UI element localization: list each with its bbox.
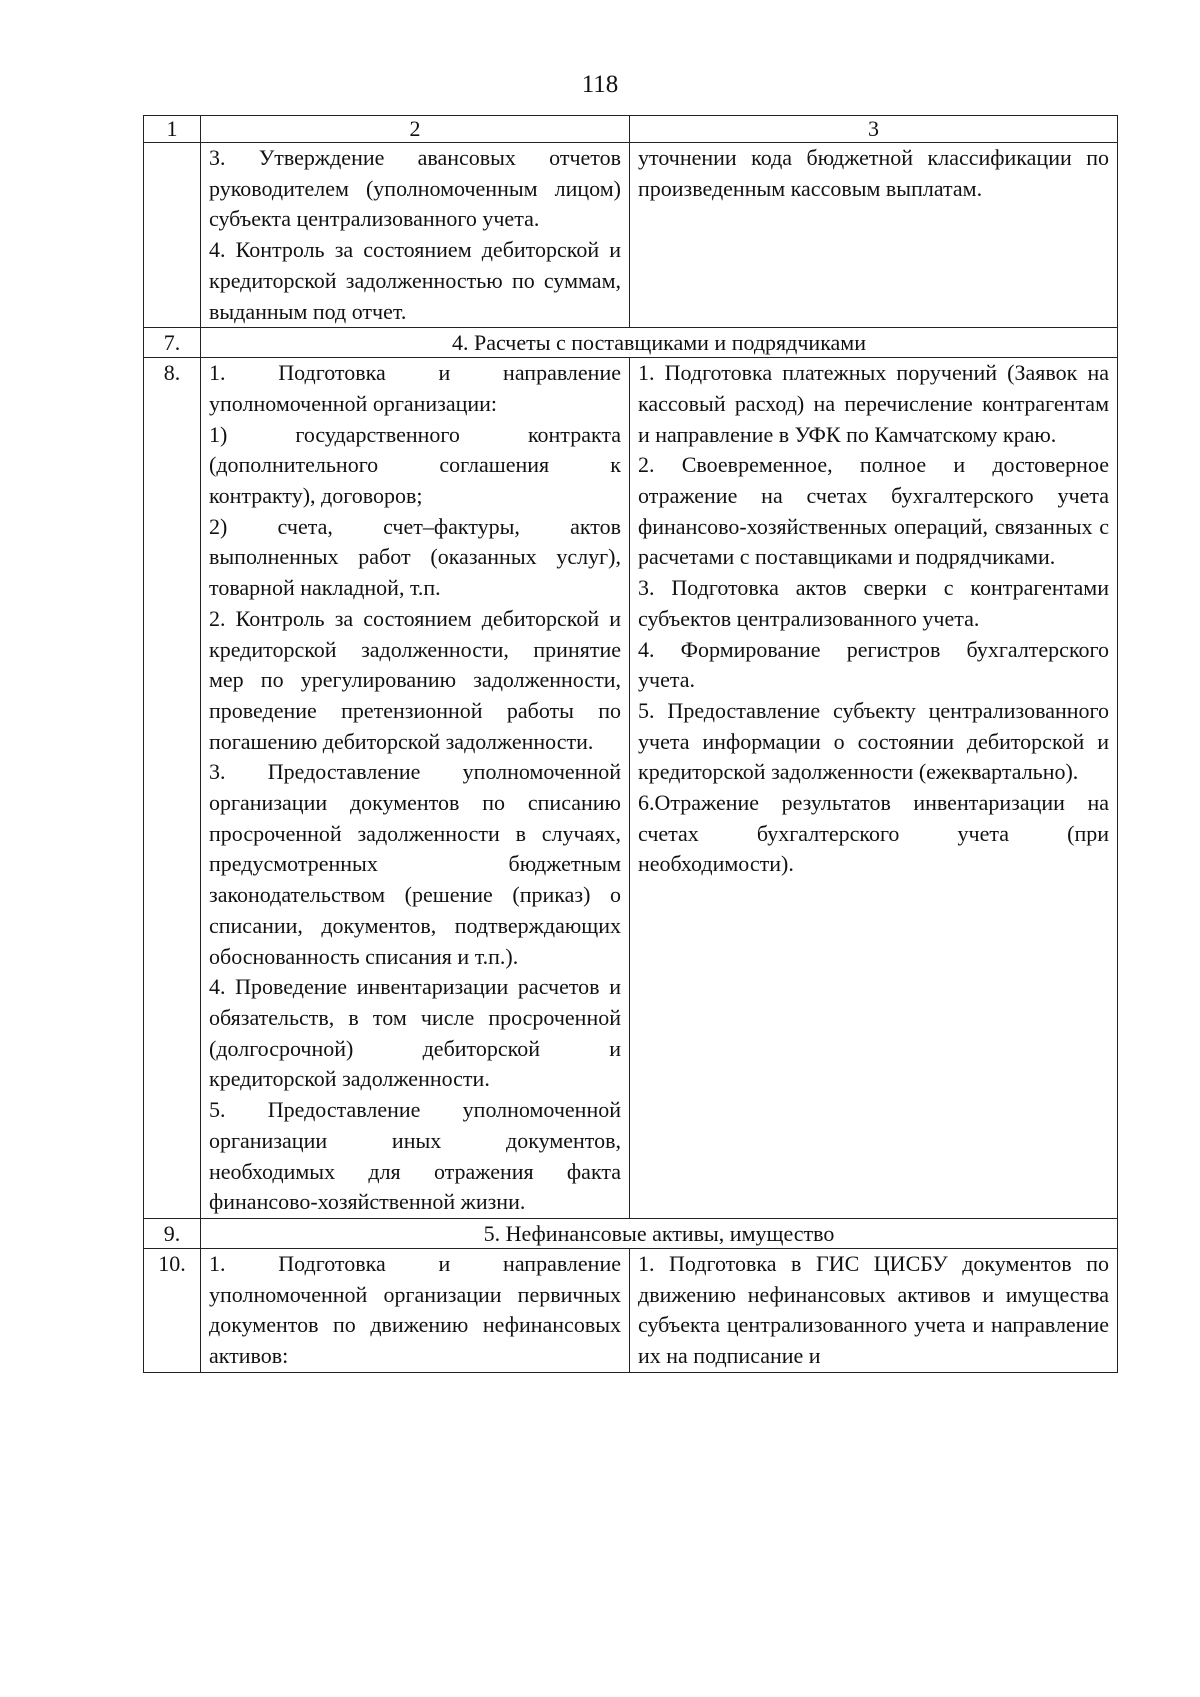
list-item: 2) счета, счет–фактуры, актов выполненных работ (оказанных услуг), товарной накладной, т.п. bbox=[209, 513, 621, 601]
row-number-cell: 7. bbox=[144, 328, 201, 358]
list-item: 3. Подготовка актов сверки с контрагентами субъектов централизованного учета. bbox=[638, 575, 1109, 631]
section-title: 5. Нефинансовые активы, имущество bbox=[201, 1218, 1118, 1248]
list-item: 2. Своевременное, полное и достоверное отражение на счетах бухгалтерского учета финансово-хозяйственных операций, связанных с расчетами с поставщиками и подрядчиками. bbox=[638, 452, 1109, 570]
center-duties-cell bbox=[630, 358, 1118, 1219]
list-item: 1. Подготовка и направление уполномоченной организации первичных документов по движению нефинансовых активов: bbox=[209, 1250, 621, 1369]
row-number-cell: 9. bbox=[144, 1218, 201, 1248]
header-cell: 2 bbox=[201, 116, 630, 143]
center-duties-cell bbox=[630, 1248, 1118, 1372]
responsibilities-table bbox=[143, 115, 1118, 1373]
list-item: 1. Подготовка и направление уполномоченной организации: bbox=[209, 360, 621, 416]
table-row-continuation bbox=[144, 143, 1118, 328]
table-header-row bbox=[144, 116, 1118, 143]
table-section-row bbox=[144, 1218, 1118, 1248]
list-item: 6.Отражение результатов инвентаризации на счетах бухгалтерского учета (при необходимости). bbox=[638, 790, 1109, 877]
header-cell: 3 bbox=[630, 116, 1118, 143]
org-duties-cell bbox=[201, 143, 630, 328]
row-number-cell: 8. bbox=[144, 358, 201, 1219]
list-item: 4. Формирование регистров бухгалтерского учета. bbox=[638, 636, 1109, 693]
list-item: 4. Проведение инвентаризации расчетов и обязательств, в том числе просроченной (долгосрочной) дебиторской и кредиторской задолженности. bbox=[209, 974, 621, 1092]
org-duties-cell bbox=[201, 1248, 630, 1372]
list-item: уточнении кода бюджетной классификации по произведенным кассовым выплатам. bbox=[638, 145, 1109, 201]
table-row bbox=[144, 358, 1118, 1219]
list-item: 5. Предоставление субъекту централизованного учета информации о состоянии дебиторской и кредиторской задолженности (ежеквартально). bbox=[638, 697, 1109, 785]
list-item: 3. Утверждение авансовых отчетов руководителем (уполномоченным лицом) субъекта централизованного учета. bbox=[209, 145, 621, 232]
row-number-cell bbox=[144, 143, 201, 328]
list-item: 3. Предоставление уполномоченной организации документов по списанию просроченной задолженности в случаях, предусмотренных бюджетным законодательством (решение (приказ) о списании, документов, подтверждающих обоснованность списания и т.п.). bbox=[209, 759, 621, 969]
list-item: 5. Предоставление уполномоченной организации иных документов, необходимых для отражения факта финансово-хозяйственной жизни. bbox=[209, 1097, 621, 1215]
table-section-row bbox=[144, 328, 1118, 358]
list-item: 1. Подготовка в ГИС ЦИСБУ документов по движению нефинансовых активов и имущества субъекта централизованного учета и направление их на подписание и bbox=[638, 1250, 1109, 1369]
page-number: 118 bbox=[581, 71, 619, 98]
list-item: 4. Контроль за состоянием дебиторской и кредиторской задолженностью по суммам, выданным под отчет. bbox=[209, 237, 621, 324]
row-number-cell: 10. bbox=[144, 1248, 201, 1372]
section-title: 4. Расчеты с поставщиками и подрядчиками bbox=[201, 328, 1118, 358]
center-duties-cell bbox=[630, 143, 1118, 328]
table-row bbox=[144, 1248, 1118, 1372]
header-cell: 1 bbox=[144, 116, 201, 143]
list-item: 1. Подготовка платежных поручений (Заявок на кассовый расход) на перечисление контрагентам и направление в УФК по Камчатскому краю. bbox=[638, 360, 1109, 447]
org-duties-cell bbox=[201, 358, 630, 1219]
list-item: 2. Контроль за состоянием дебиторской и кредиторской задолженности, принятие мер по урегулированию задолженности, проведение претензионной работы по погашению дебиторской задолженности. bbox=[209, 605, 621, 754]
list-item: 1) государственного контракта (дополнительного соглашения к контракту), договоров; bbox=[209, 421, 621, 509]
